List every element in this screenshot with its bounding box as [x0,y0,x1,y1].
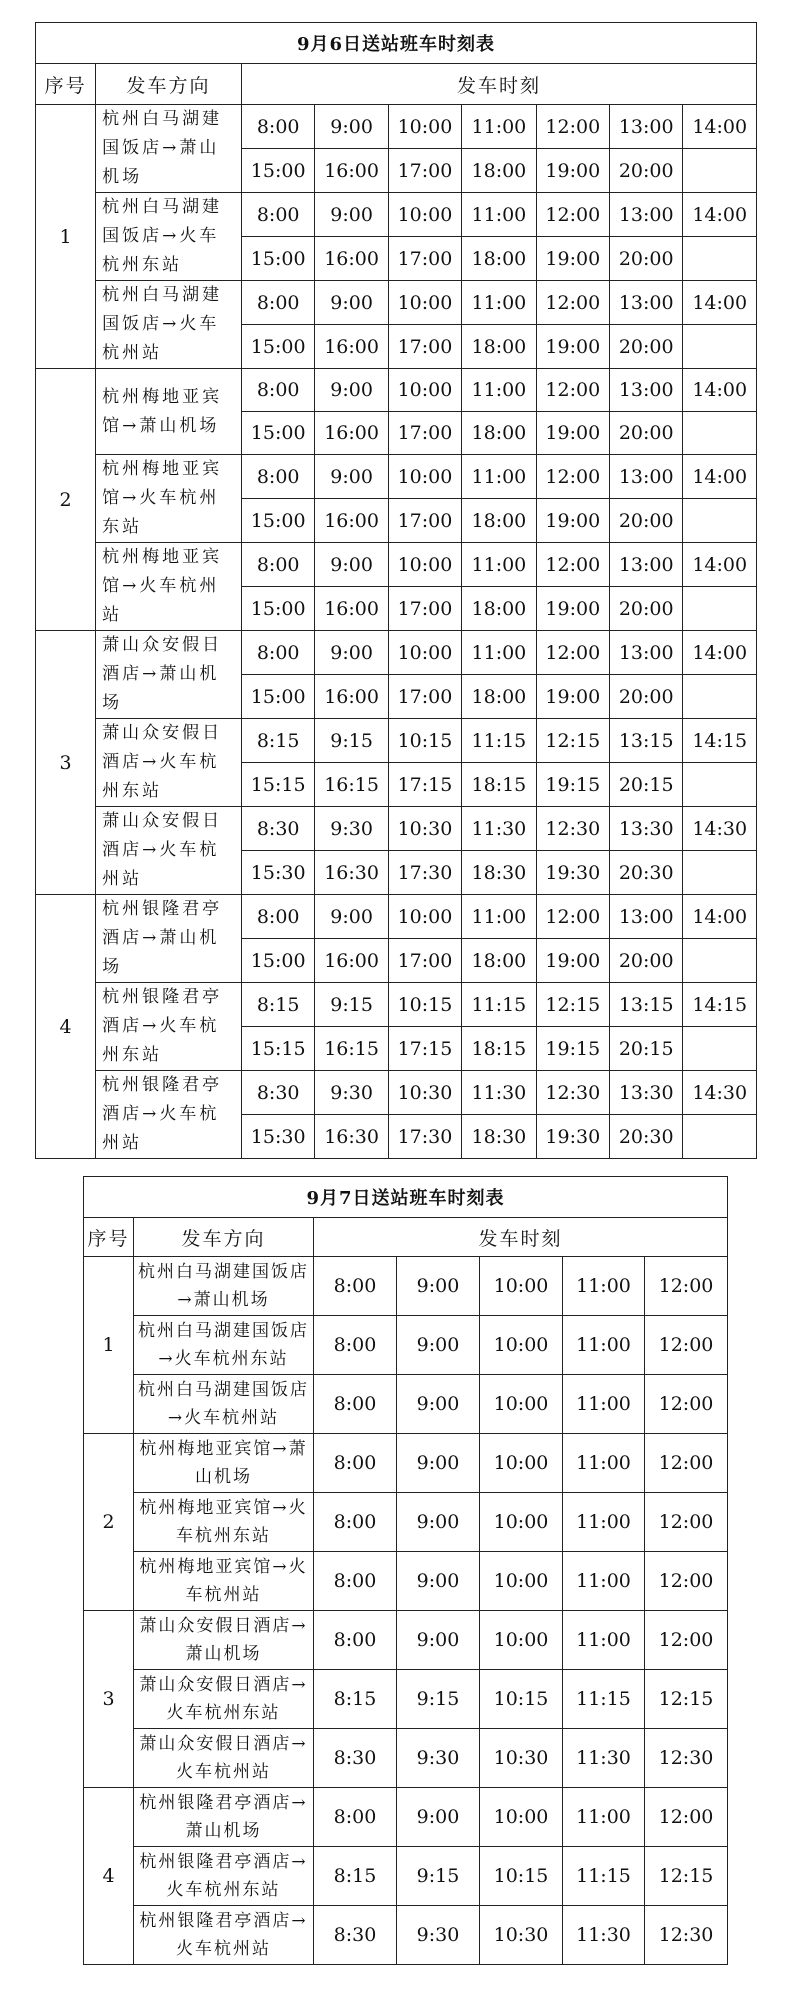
route-cell: 萧山众安假日酒店→火车杭州东站 [96,719,242,807]
time-cell: 17:00 [388,939,461,983]
table-row [84,1847,728,1906]
seq-cell: 2 [84,1434,134,1611]
time-cell: 17:00 [388,499,461,543]
time-cell: 12:30 [536,807,609,851]
time-cell: 11:30 [563,1729,645,1788]
time-cell: 16:15 [315,1027,388,1071]
time-cell: 20:00 [610,587,683,631]
time-cell: 8:00 [314,1316,397,1375]
seq-cell: 1 [84,1257,134,1434]
schedule-body-sept6 [36,105,757,1159]
time-cell: 15:00 [241,412,314,455]
time-cell: 9:30 [397,1906,480,1965]
time-cell: 18:00 [462,675,536,719]
time-cell: 10:15 [388,719,461,763]
time-cell: 9:30 [315,807,388,851]
time-cell: 8:00 [241,105,314,149]
route-cell: 杭州白马湖建国饭店→火车杭州站 [96,281,242,369]
time-cell: 11:00 [462,631,536,675]
route-cell: 杭州梅地亚宾馆→火车杭州东站 [96,455,242,543]
time-cell: 18:00 [462,237,536,281]
time-cell: 9:00 [397,1493,480,1552]
table-title: 9月6日送站班车时刻表 [36,23,757,64]
time-cell: 12:00 [536,369,609,412]
time-cell: 13:30 [610,1071,683,1115]
time-cell: 19:00 [536,675,609,719]
time-cell: 18:00 [462,587,536,631]
time-cell: 16:00 [315,149,388,193]
time-cell: 13:00 [610,369,683,412]
table-row [84,1906,728,1965]
table-row [84,1729,728,1788]
time-cell [683,237,757,281]
header-direction: 发车方向 [134,1218,314,1257]
time-cell [683,851,757,895]
table-row [84,1375,728,1434]
time-cell: 15:00 [241,149,314,193]
time-cell: 10:00 [388,281,461,325]
time-cell: 8:15 [241,983,314,1027]
table-row [36,807,757,851]
route-cell: 杭州白马湖建国饭店→火车杭州东站 [96,193,242,281]
table-row [84,1316,728,1375]
time-cell: 12:00 [536,193,609,237]
time-cell: 9:15 [315,983,388,1027]
time-cell: 19:30 [536,851,609,895]
route-cell: 杭州梅地亚宾馆→火车杭州站 [134,1552,314,1611]
route-cell: 杭州白马湖建国饭店→火车杭州站 [134,1375,314,1434]
time-cell: 18:30 [462,1115,536,1159]
time-cell: 10:30 [480,1729,563,1788]
time-cell: 18:15 [462,1027,536,1071]
time-cell: 12:00 [536,895,609,939]
time-cell: 9:30 [397,1729,480,1788]
route-cell: 杭州白马湖建国饭店→萧山机场 [96,105,242,193]
time-cell: 12:15 [536,719,609,763]
time-cell: 9:15 [315,719,388,763]
time-cell: 19:00 [536,412,609,455]
time-cell: 15:00 [241,587,314,631]
time-cell [683,763,757,807]
time-cell: 18:15 [462,763,536,807]
time-cell: 20:00 [610,325,683,369]
time-cell: 12:00 [536,105,609,149]
time-cell: 15:30 [241,1115,314,1159]
time-cell: 19:00 [536,325,609,369]
time-cell: 11:00 [563,1788,645,1847]
time-cell: 14:30 [683,1071,757,1115]
time-cell: 11:30 [462,807,536,851]
seq-cell: 1 [36,105,96,369]
header-times: 发车时刻 [314,1218,728,1257]
time-cell: 20:00 [610,675,683,719]
seq-cell: 3 [84,1611,134,1788]
time-cell: 12:00 [645,1611,728,1670]
time-cell: 17:00 [388,149,461,193]
time-cell [683,412,757,455]
time-cell: 11:15 [462,719,536,763]
time-cell: 10:15 [480,1670,563,1729]
time-cell: 10:00 [388,193,461,237]
time-cell: 8:00 [241,631,314,675]
time-cell: 8:00 [241,543,314,587]
table-row [36,455,757,499]
route-cell: 杭州银隆君亭酒店→火车杭州东站 [96,983,242,1071]
time-cell: 12:15 [645,1670,728,1729]
seq-cell: 4 [36,895,96,1159]
time-cell: 18:00 [462,499,536,543]
time-cell: 8:00 [314,1257,397,1316]
time-cell: 12:00 [536,631,609,675]
time-cell: 16:00 [315,675,388,719]
time-cell: 16:00 [315,237,388,281]
route-cell: 杭州白马湖建国饭店→火车杭州东站 [134,1316,314,1375]
route-cell: 萧山众安假日酒店→火车杭州东站 [134,1670,314,1729]
time-cell: 11:00 [563,1434,645,1493]
time-cell: 18:00 [462,412,536,455]
header-seq: 序号 [36,64,96,105]
time-cell: 10:00 [388,631,461,675]
header-seq: 序号 [84,1218,134,1257]
time-cell: 8:30 [314,1906,397,1965]
time-cell: 20:15 [610,1027,683,1071]
time-cell: 11:00 [563,1257,645,1316]
time-cell: 11:30 [563,1906,645,1965]
table-row [36,281,757,325]
time-cell: 17:15 [388,1027,461,1071]
time-cell: 10:15 [388,983,461,1027]
time-cell: 12:00 [645,1434,728,1493]
time-cell: 18:00 [462,939,536,983]
route-cell: 杭州梅地亚宾馆→萧山机场 [96,369,242,455]
table-row [84,1493,728,1552]
time-cell: 14:00 [683,105,757,149]
time-cell: 12:00 [536,281,609,325]
time-cell: 11:00 [563,1375,645,1434]
route-cell: 杭州银隆君亭酒店→火车杭州站 [96,1071,242,1159]
time-cell: 10:00 [480,1257,563,1316]
time-cell: 11:15 [563,1847,645,1906]
time-cell: 12:15 [536,983,609,1027]
time-cell: 10:00 [480,1493,563,1552]
time-cell: 12:30 [645,1906,728,1965]
table-row [84,1670,728,1729]
time-cell: 10:00 [480,1316,563,1375]
time-cell: 13:00 [610,281,683,325]
time-cell: 16:00 [315,939,388,983]
time-cell: 17:00 [388,412,461,455]
time-cell: 8:30 [241,1071,314,1115]
time-cell: 9:00 [315,631,388,675]
time-cell: 12:00 [645,1493,728,1552]
time-cell: 17:30 [388,1115,461,1159]
time-cell: 10:30 [480,1906,563,1965]
time-cell: 14:00 [683,193,757,237]
time-cell: 16:00 [315,325,388,369]
time-cell: 14:15 [683,983,757,1027]
table-title: 9月7日送站班车时刻表 [84,1177,728,1218]
route-cell: 杭州银隆君亭酒店→火车杭州站 [134,1906,314,1965]
time-cell: 9:00 [397,1611,480,1670]
table-row [84,1552,728,1611]
time-cell: 12:00 [645,1552,728,1611]
time-cell: 17:00 [388,237,461,281]
time-cell: 9:00 [397,1316,480,1375]
time-cell: 14:00 [683,369,757,412]
time-cell: 8:00 [241,281,314,325]
time-cell: 8:00 [241,369,314,412]
time-cell: 13:15 [610,983,683,1027]
route-cell: 杭州梅地亚宾馆→萧山机场 [134,1434,314,1493]
time-cell: 16:30 [315,851,388,895]
time-cell: 12:30 [645,1729,728,1788]
time-cell: 13:30 [610,807,683,851]
time-cell: 15:15 [241,763,314,807]
time-cell: 8:00 [314,1375,397,1434]
time-cell [683,939,757,983]
time-cell: 16:00 [315,499,388,543]
time-cell: 16:15 [315,763,388,807]
time-cell: 12:00 [536,543,609,587]
route-cell: 杭州梅地亚宾馆→火车杭州东站 [134,1493,314,1552]
time-cell: 20:00 [610,499,683,543]
time-cell: 19:15 [536,763,609,807]
time-cell: 11:00 [563,1316,645,1375]
route-cell: 杭州白马湖建国饭店→萧山机场 [134,1257,314,1316]
time-cell: 11:00 [462,193,536,237]
time-cell: 17:00 [388,675,461,719]
table-row [84,1611,728,1670]
route-cell: 萧山众安假日酒店→火车杭州站 [96,807,242,895]
time-cell: 10:00 [480,1375,563,1434]
time-cell: 11:30 [462,1071,536,1115]
time-cell: 14:15 [683,719,757,763]
table-row [36,719,757,763]
time-cell: 14:00 [683,455,757,499]
time-cell: 9:00 [315,369,388,412]
time-cell: 9:00 [315,193,388,237]
time-cell: 8:00 [241,455,314,499]
time-cell: 16:00 [315,412,388,455]
time-cell: 11:15 [462,983,536,1027]
time-cell: 9:00 [397,1375,480,1434]
time-cell: 10:00 [480,1788,563,1847]
table-row [36,193,757,237]
time-cell: 10:00 [388,455,461,499]
time-cell: 12:00 [645,1316,728,1375]
table-row [36,895,757,939]
time-cell: 9:00 [315,105,388,149]
time-cell: 8:00 [314,1788,397,1847]
table-row [36,983,757,1027]
time-cell: 14:00 [683,631,757,675]
time-cell: 11:00 [462,895,536,939]
time-cell: 20:00 [610,939,683,983]
time-cell: 11:00 [563,1493,645,1552]
time-cell: 15:15 [241,1027,314,1071]
time-cell: 10:00 [480,1611,563,1670]
route-cell: 萧山众安假日酒店→萧山机场 [134,1611,314,1670]
time-cell: 12:00 [645,1375,728,1434]
time-cell: 12:00 [536,455,609,499]
table-row [84,1257,728,1316]
time-cell: 9:00 [315,543,388,587]
time-cell: 9:00 [315,895,388,939]
time-cell: 20:00 [610,412,683,455]
time-cell: 8:30 [314,1729,397,1788]
time-cell: 17:00 [388,587,461,631]
time-cell: 19:00 [536,149,609,193]
time-cell [683,1115,757,1159]
time-cell: 11:00 [563,1611,645,1670]
time-cell: 11:00 [462,281,536,325]
time-cell [683,675,757,719]
time-cell: 10:00 [388,369,461,412]
seq-cell: 4 [84,1788,134,1965]
time-cell: 9:30 [315,1071,388,1115]
time-cell: 10:00 [388,543,461,587]
time-cell: 11:00 [462,543,536,587]
time-cell: 9:00 [397,1257,480,1316]
time-cell: 9:15 [397,1847,480,1906]
time-cell: 8:00 [314,1434,397,1493]
time-cell: 20:00 [610,237,683,281]
time-cell: 10:00 [388,895,461,939]
time-cell: 17:00 [388,325,461,369]
time-cell: 15:00 [241,237,314,281]
time-cell: 13:00 [610,895,683,939]
time-cell: 19:00 [536,499,609,543]
time-cell: 19:00 [536,237,609,281]
time-cell: 9:00 [315,281,388,325]
time-cell: 8:15 [314,1670,397,1729]
time-cell: 20:00 [610,149,683,193]
time-cell: 18:00 [462,149,536,193]
time-cell: 19:00 [536,587,609,631]
time-cell: 14:00 [683,543,757,587]
time-cell: 19:30 [536,1115,609,1159]
time-cell: 9:00 [315,455,388,499]
time-cell: 13:00 [610,455,683,499]
time-cell: 11:15 [563,1670,645,1729]
time-cell: 8:15 [241,719,314,763]
time-cell: 11:00 [462,105,536,149]
time-cell: 19:15 [536,1027,609,1071]
time-cell: 13:00 [610,193,683,237]
time-cell: 18:30 [462,851,536,895]
time-cell: 20:30 [610,851,683,895]
time-cell: 13:00 [610,631,683,675]
time-cell: 12:15 [645,1847,728,1906]
time-cell: 14:00 [683,895,757,939]
time-cell [683,587,757,631]
time-cell: 17:15 [388,763,461,807]
time-cell: 8:00 [241,895,314,939]
table-row [36,543,757,587]
time-cell [683,1027,757,1071]
route-cell: 萧山众安假日酒店→火车杭州站 [134,1729,314,1788]
schedule-table-sept7 [83,1176,728,1965]
table-row [84,1434,728,1493]
time-cell: 15:00 [241,499,314,543]
time-cell [683,325,757,369]
time-cell: 15:00 [241,675,314,719]
route-cell: 杭州银隆君亭酒店→萧山机场 [96,895,242,983]
time-cell: 15:30 [241,851,314,895]
time-cell: 10:00 [480,1552,563,1611]
time-cell: 10:30 [388,1071,461,1115]
time-cell: 13:15 [610,719,683,763]
time-cell: 20:30 [610,1115,683,1159]
time-cell: 8:00 [314,1552,397,1611]
time-cell: 10:15 [480,1847,563,1906]
time-cell: 8:30 [241,807,314,851]
time-cell: 10:30 [388,807,461,851]
route-cell: 杭州银隆君亭酒店→萧山机场 [134,1788,314,1847]
time-cell: 13:00 [610,105,683,149]
table-row [36,631,757,675]
time-cell: 16:30 [315,1115,388,1159]
time-cell: 11:00 [563,1552,645,1611]
time-cell: 11:00 [462,455,536,499]
route-cell: 萧山众安假日酒店→萧山机场 [96,631,242,719]
time-cell: 15:00 [241,939,314,983]
route-cell: 杭州梅地亚宾馆→火车杭州站 [96,543,242,631]
time-cell: 19:00 [536,939,609,983]
time-cell: 17:30 [388,851,461,895]
time-cell: 8:00 [314,1611,397,1670]
seq-cell: 3 [36,631,96,895]
route-cell: 杭州银隆君亭酒店→火车杭州东站 [134,1847,314,1906]
time-cell: 18:00 [462,325,536,369]
time-cell: 20:15 [610,763,683,807]
schedule-table-sept6 [35,22,757,1159]
time-cell [683,149,757,193]
time-cell: 9:00 [397,1788,480,1847]
schedule-body-sept7 [84,1257,728,1965]
time-cell: 8:00 [241,193,314,237]
time-cell [683,499,757,543]
seq-cell: 2 [36,369,96,631]
time-cell: 14:00 [683,281,757,325]
time-cell: 11:00 [462,369,536,412]
header-direction: 发车方向 [96,64,242,105]
table-row [84,1788,728,1847]
time-cell: 15:00 [241,325,314,369]
table-row [36,369,757,412]
time-cell: 13:00 [610,543,683,587]
table-row [36,105,757,149]
time-cell: 9:15 [397,1670,480,1729]
time-cell: 9:00 [397,1552,480,1611]
time-cell: 10:00 [388,105,461,149]
time-cell: 12:00 [645,1788,728,1847]
time-cell: 16:00 [315,587,388,631]
time-cell: 9:00 [397,1434,480,1493]
time-cell: 8:15 [314,1847,397,1906]
time-cell: 10:00 [480,1434,563,1493]
table-row [36,1071,757,1115]
header-times: 发车时刻 [241,64,756,105]
time-cell: 14:30 [683,807,757,851]
time-cell: 8:00 [314,1493,397,1552]
time-cell: 12:00 [645,1257,728,1316]
time-cell: 12:30 [536,1071,609,1115]
